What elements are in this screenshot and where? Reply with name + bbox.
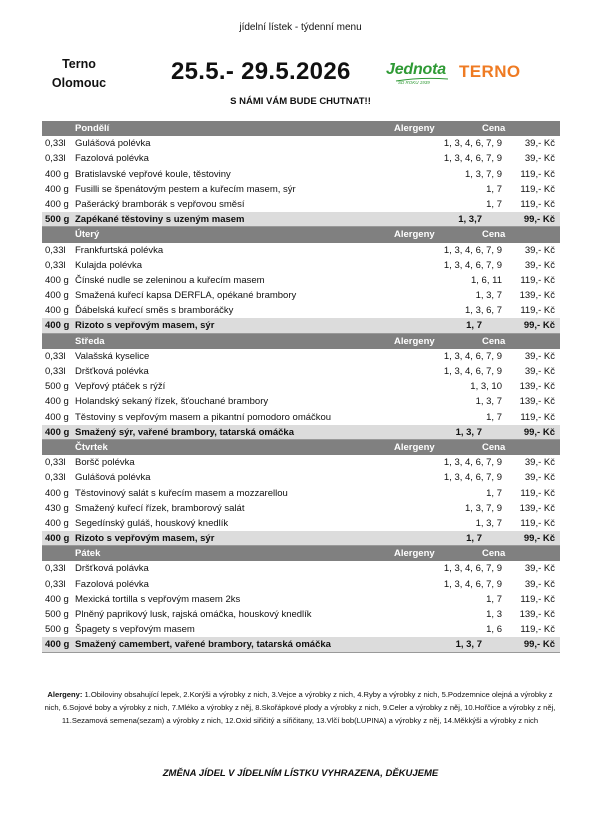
- item-name: Holandský sekaný řízek, šťouchané brambory: [75, 396, 269, 408]
- special-price: 99,- Kč: [523, 426, 555, 438]
- item-allergens: 1, 7: [486, 183, 502, 195]
- item-allergens: 1, 3, 4, 6, 7, 9: [443, 350, 502, 362]
- daily-special-row: [42, 531, 560, 546]
- item-price: 39,- Kč: [524, 259, 555, 271]
- item-name: Segedínský guláš, houskový knedlík: [75, 517, 229, 529]
- item-allergens: 1, 3, 4, 6, 7, 9: [443, 138, 502, 150]
- menu-item-row: [42, 622, 560, 637]
- item-allergens: 1, 3, 7, 9: [465, 168, 502, 180]
- menu-item-row: [42, 410, 560, 425]
- item-name: Čínské nudle se zeleninou a kuřecím masem: [75, 274, 265, 286]
- item-allergens: 1, 3, 4, 6, 7, 9: [443, 259, 502, 271]
- location-line-1: Terno: [62, 57, 96, 71]
- item-quantity: 400 g: [45, 198, 69, 210]
- item-quantity: 400 g: [45, 290, 69, 302]
- item-price: 119,- Kč: [520, 274, 555, 286]
- item-price: 39,- Kč: [524, 563, 555, 575]
- item-quantity: 0,33l: [45, 153, 66, 165]
- day-name: Úterý: [75, 229, 100, 241]
- item-quantity: 400 g: [45, 487, 69, 499]
- daily-special-row: [42, 318, 560, 333]
- day-name: Středa: [75, 335, 105, 347]
- item-allergens: 1, 3, 7, 9: [465, 502, 502, 514]
- item-allergens: 1, 7: [486, 198, 502, 210]
- item-price: 139,- Kč: [519, 290, 555, 302]
- item-name: Fazolová polévka: [75, 578, 149, 590]
- legend-label: Alergeny:: [47, 690, 83, 699]
- special-price: 99,- Kč: [523, 533, 555, 545]
- item-price: 119,- Kč: [520, 487, 555, 499]
- item-name: Špagety s vepřovým masem: [75, 624, 195, 636]
- item-name: Dršťková polévka: [75, 366, 149, 377]
- item-allergens: 1, 3, 4, 6, 7, 9: [443, 472, 502, 484]
- item-name: Boršč polévka: [75, 457, 135, 469]
- day-name: Pátek: [75, 548, 101, 560]
- menu-item-row: [42, 136, 560, 151]
- item-price: 39,- Kč: [524, 366, 555, 377]
- menu-item-row: [42, 607, 560, 622]
- daily-special-row: [42, 425, 560, 440]
- menu-item-row: [42, 303, 560, 318]
- special-price: 99,- Kč: [523, 639, 555, 651]
- item-price: 139,- Kč: [519, 502, 555, 514]
- menu-item-row: [42, 470, 560, 485]
- menu-subtitle: jídelní lístek - týdenní menu: [239, 22, 362, 33]
- item-quantity: 0,33l: [45, 578, 66, 590]
- item-quantity: 400 g: [45, 274, 69, 286]
- store-location: [40, 55, 118, 93]
- item-price: 119,- Kč: [520, 624, 555, 636]
- allergen-legend: [40, 688, 560, 727]
- item-price: 39,- Kč: [524, 244, 555, 256]
- item-quantity: 400 g: [45, 517, 69, 529]
- special-name: Zapékané těstoviny s uzeným masem: [75, 214, 245, 226]
- price-column-header: Cena: [482, 548, 506, 560]
- legend-text: 1.Obiloviny obsahující lepek, 2.Korýši a výrobky z nich, 3.Vejce a výrobky z nich, 4.Ryby a výrobky z nich, 5.Podzemnice olejná a výrobky z nich, 6.Sojové boby a výrobky z nich, 7.Mléko a výrobky z něj, 8.Skořápkové plody a výrobky z nich, 9.Celer a výrobky z něj, 10.Hořčice a výrobky z něj, 11.Sezamová semena(sezam) a výrobky z nich, 12.Oxid siřičitý a siřičitany, 13.Vlčí bob(LUPINA) a výrobky z něj, 14.Měkkýši a výrobky z nich: [44, 690, 556, 725]
- item-name: Fusilli se špenátovým pestem a kuřecím masem, sýr: [75, 183, 296, 195]
- item-price: 119,- Kč: [520, 593, 555, 605]
- day-header: [42, 546, 560, 561]
- price-column-header: Cena: [482, 441, 506, 453]
- menu-item-row: [42, 258, 560, 273]
- item-price: 119,- Kč: [520, 305, 555, 317]
- item-price: 39,- Kč: [524, 578, 555, 590]
- item-allergens: 1, 3, 10: [470, 381, 502, 393]
- item-price: 119,- Kč: [520, 183, 555, 195]
- special-quantity: 500 g: [45, 214, 70, 226]
- menu-item-row: [42, 394, 560, 409]
- item-name: Plněný paprikový lusk, rajská omáčka, houskový knedlík: [75, 609, 312, 620]
- item-allergens: 1, 3, 4, 6, 7, 9: [443, 457, 502, 469]
- special-quantity: 400 g: [45, 533, 70, 545]
- item-quantity: 400 g: [45, 593, 69, 605]
- special-allergens: 1, 3,7: [458, 214, 482, 226]
- special-quantity: 400 g: [45, 639, 70, 651]
- item-name: Ďábelská kuřecí směs s bramboráčky: [75, 305, 234, 317]
- special-name: Smažený camembert, vařené brambory, tatarská omáčka: [75, 639, 331, 651]
- allergens-column-header: Alergeny: [394, 123, 435, 134]
- item-allergens: 1, 3, 4, 6, 7, 9: [443, 578, 502, 590]
- item-name: Bratislavské vepřové koule, těstoviny: [75, 168, 231, 180]
- menu-item-row: [42, 455, 560, 470]
- item-price: 39,- Kč: [524, 457, 555, 469]
- item-quantity: 0,33l: [45, 472, 66, 484]
- location-line-2: Olomouc: [51, 76, 107, 90]
- footer-note: ZMĚNA JÍDEL V JÍDELNÍM LÍSTKU VYHRAZENA, DĚKUJEME: [162, 768, 439, 779]
- item-name: Dršťková polávka: [75, 563, 149, 575]
- day-header: [42, 440, 560, 455]
- special-allergens: 1, 7: [466, 320, 482, 332]
- item-name: Smažený kuřecí řízek, bramborový salát: [75, 502, 245, 514]
- item-price: 119,- Kč: [520, 168, 555, 180]
- item-allergens: 1, 6, 11: [471, 274, 502, 286]
- item-name: Valašská kyselice: [75, 350, 150, 362]
- item-quantity: 0,33l: [45, 138, 66, 150]
- item-price: 139,- Kč: [519, 381, 555, 393]
- menu-item-row: [42, 577, 560, 592]
- item-quantity: 0,33l: [45, 457, 66, 469]
- allergens-column-header: Alergeny: [394, 441, 435, 453]
- item-price: 39,- Kč: [524, 350, 555, 362]
- item-quantity: 500 g: [45, 609, 69, 620]
- menu-item-row: [42, 288, 560, 303]
- item-price: 39,- Kč: [524, 153, 555, 165]
- menu-item-row: [42, 273, 560, 288]
- item-allergens: 1, 7: [486, 411, 502, 423]
- day-name: Čtvrtek: [75, 441, 108, 453]
- item-name: Frankfurtská polévka: [75, 244, 164, 256]
- menu-item-row: [42, 501, 560, 516]
- item-price: 39,- Kč: [524, 472, 555, 484]
- item-name: Fazolová polévka: [75, 153, 149, 165]
- item-quantity: 400 g: [45, 305, 69, 317]
- item-price: 119,- Kč: [520, 198, 555, 210]
- menu-item-row: [42, 182, 560, 197]
- date-range: 25.5.- 29.5.2026: [171, 58, 351, 85]
- item-allergens: 1, 3, 4, 6, 7, 9: [443, 366, 502, 377]
- special-allergens: 1, 3, 7: [455, 639, 482, 651]
- special-allergens: 1, 7: [466, 533, 482, 545]
- item-price: 119,- Kč: [520, 517, 555, 529]
- item-allergens: 1, 3, 7: [475, 517, 502, 529]
- item-price: 119,- Kč: [520, 411, 555, 423]
- item-quantity: 0,33l: [45, 244, 66, 256]
- allergens-column-header: Alergeny: [394, 229, 435, 241]
- item-allergens: 1, 3: [486, 609, 502, 620]
- jednota-logo: [386, 61, 452, 87]
- item-allergens: 1, 3, 4, 6, 7, 9: [443, 563, 502, 575]
- menu-item-row: [42, 349, 560, 364]
- special-name: Smažený sýr, vařené brambory, tatarská omáčka: [75, 426, 294, 438]
- menu-item-row: [42, 516, 560, 531]
- item-name: Mexická tortilla s vepřovým masem 2ks: [75, 593, 241, 605]
- price-column-header: Cena: [482, 229, 506, 241]
- item-price: 39,- Kč: [524, 138, 555, 150]
- item-allergens: 1, 3, 7: [475, 290, 502, 302]
- allergens-column-header: Alergeny: [394, 335, 435, 347]
- item-quantity: 0,33l: [45, 259, 66, 271]
- item-quantity: 400 g: [45, 183, 69, 195]
- item-name: Těstoviny s vepřovým masem a pikantní pomodoro omáčkou: [75, 411, 332, 423]
- daily-special-row: [42, 637, 560, 652]
- menu-item-row: [42, 364, 560, 379]
- menu-item-row: [42, 197, 560, 212]
- item-allergens: 1, 7: [486, 487, 502, 499]
- menu-item-row: [42, 592, 560, 607]
- jednota-logo-word: Jednota: [386, 61, 446, 78]
- item-quantity: 500 g: [45, 624, 69, 636]
- special-quantity: 400 g: [45, 426, 70, 438]
- item-price: 139,- Kč: [519, 396, 555, 408]
- item-allergens: 1, 3, 6, 7: [465, 305, 502, 317]
- item-price: 139,- Kč: [519, 609, 555, 620]
- item-quantity: 0,33l: [45, 563, 66, 575]
- menu-item-row: [42, 379, 560, 394]
- price-column-header: Cena: [482, 123, 506, 134]
- menu-item-row: [42, 486, 560, 501]
- special-price: 99,- Kč: [523, 214, 555, 226]
- item-quantity: 430 g: [45, 502, 69, 514]
- allergens-column-header: Alergeny: [394, 548, 435, 560]
- item-allergens: 1, 7: [486, 593, 502, 605]
- item-quantity: 400 g: [45, 168, 69, 180]
- item-name: Smažená kuřecí kapsa DERFLA, opékané brambory: [75, 290, 297, 302]
- price-column-header: Cena: [482, 335, 506, 347]
- day-name: Pondělí: [75, 123, 110, 134]
- menu-item-row: [42, 151, 560, 166]
- special-price: 99,- Kč: [523, 320, 555, 332]
- item-name: Kulajda polévka: [75, 259, 143, 271]
- menu-item-row: [42, 561, 560, 576]
- special-name: Rizoto s vepřovým masem, sýr: [75, 320, 215, 332]
- item-quantity: 400 g: [45, 411, 69, 423]
- slogan: S NÁMI VÁM BUDE CHUTNAT!!: [230, 96, 371, 107]
- day-header: [42, 334, 560, 349]
- special-name: Rizoto s vepřovým masem, sýr: [75, 533, 215, 545]
- item-quantity: 0,33l: [45, 366, 66, 377]
- item-name: Gulášová polévka: [75, 472, 151, 484]
- item-name: Vepřový ptáček s rýží: [75, 381, 166, 393]
- item-name: Gulášová polévka: [75, 138, 151, 150]
- terno-logo: TERNO: [459, 62, 521, 81]
- item-name: Těstovinový salát s kuřecím masem a mozzarellou: [75, 487, 288, 499]
- day-header: [42, 121, 560, 136]
- special-allergens: 1, 3, 7: [455, 426, 482, 438]
- day-header: [42, 227, 560, 242]
- jednota-logo-tagline: SD ROKU 1939: [398, 80, 430, 85]
- menu-item-row: [42, 243, 560, 258]
- item-allergens: 1, 3, 4, 6, 7, 9: [443, 153, 502, 165]
- item-quantity: 0,33l: [45, 350, 66, 362]
- menu-table: [42, 121, 560, 653]
- item-allergens: 1, 6: [486, 624, 502, 636]
- item-quantity: 500 g: [45, 381, 69, 393]
- item-quantity: 400 g: [45, 396, 69, 408]
- daily-special-row: [42, 212, 560, 227]
- item-allergens: 1, 3, 4, 6, 7, 9: [443, 244, 502, 256]
- special-quantity: 400 g: [45, 320, 70, 332]
- menu-item-row: [42, 167, 560, 182]
- item-allergens: 1, 3, 7: [475, 396, 502, 408]
- item-name: Pašerácký bramborák s vepřovou směsí: [75, 198, 245, 210]
